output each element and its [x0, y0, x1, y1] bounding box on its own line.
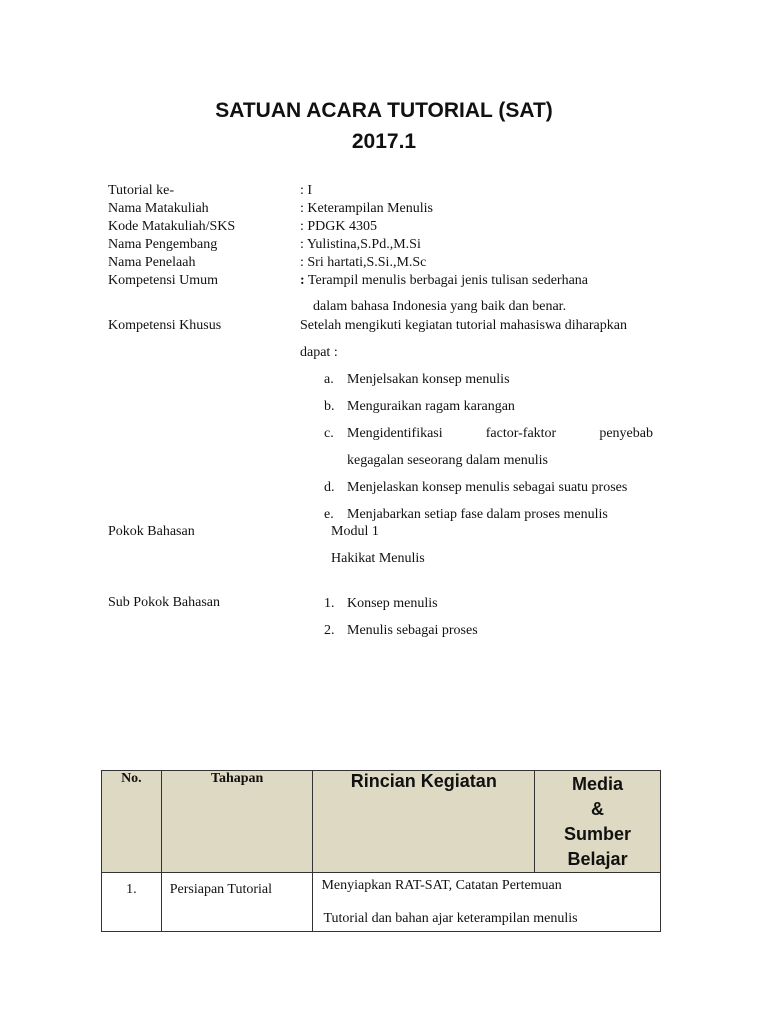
kompetensi-khusus-intro2: dapat :	[300, 345, 338, 360]
cell-tahapan-text: Persiapan Tutorial	[169, 882, 273, 897]
kompetensi-umum-line2: dalam bahasa Indonesia yang baik dan benar.	[313, 299, 567, 314]
list-item-b: Menguraikan ragam karangan	[347, 399, 515, 414]
header-no: No.	[102, 771, 162, 873]
info-value-penelaah: : Sri hartati,S.Si.,M.Sc	[300, 255, 427, 270]
list-item-c	[347, 425, 653, 442]
kompetensi-khusus-intro1: Setelah mengikuti kegiatan tutorial mahasiswa diharapkan	[300, 318, 627, 333]
header-media	[535, 771, 661, 873]
list-item-c-cont: kegagalan seseorang dalam menulis	[347, 453, 548, 468]
list-item-c-word2: factor-faktor	[485, 426, 557, 441]
activity-table	[101, 770, 661, 932]
header-media-line2: &	[591, 798, 605, 819]
info-label-penelaah: Nama Penelaah	[108, 255, 196, 270]
sub-pokok-marker-2: 2.	[324, 623, 335, 638]
list-marker-d: d.	[324, 480, 335, 495]
list-item-a: Menjelsakan konsep menulis	[347, 372, 510, 387]
sub-pokok-item-1: Konsep menulis	[347, 596, 438, 611]
list-item-d: Menjelaskan konsep menulis sebagai suatu proses	[347, 480, 628, 495]
list-marker-a: a.	[324, 372, 334, 387]
header-tahapan: Tahapan	[161, 771, 313, 873]
sub-pokok-label: Sub Pokok Bahasan	[108, 595, 220, 610]
table-header-row	[102, 771, 661, 873]
kompetensi-umum-colon: :	[300, 273, 305, 288]
cell-tahapan	[161, 873, 313, 932]
header-media-line1: Media	[572, 773, 624, 794]
info-label-tutorial: Tutorial ke-	[108, 183, 174, 198]
header-media-line4: Belajar	[567, 848, 628, 869]
info-value-tutorial: : I	[300, 183, 313, 198]
sub-pokok-marker-1: 1.	[324, 596, 335, 611]
list-marker-b: b.	[324, 399, 335, 414]
list-marker-c: c.	[324, 426, 334, 441]
header-rincian: Rincian Kegiatan	[313, 771, 535, 873]
info-label-pengembang: Nama Pengembang	[108, 237, 218, 252]
info-value-kode: : PDGK 4305	[300, 219, 378, 234]
cell-no-text: 1.	[126, 882, 137, 897]
cell-rincian	[313, 873, 661, 932]
kompetensi-khusus-label: Kompetensi Khusus	[108, 318, 222, 333]
info-value-matakuliah: : Keterampilan Menulis	[300, 201, 433, 216]
info-label-matakuliah: Nama Matakuliah	[108, 201, 209, 216]
pokok-bahasan-judul: Hakikat Menulis	[331, 551, 425, 566]
header-media-line3: Sumber	[564, 823, 632, 844]
pokok-bahasan-label: Pokok Bahasan	[108, 524, 195, 539]
pokok-bahasan-modul: Modul 1	[331, 524, 379, 539]
document-title: SATUAN ACARA TUTORIAL (SAT)	[215, 99, 553, 122]
kompetensi-umum-label: Kompetensi Umum	[108, 273, 219, 288]
info-value-pengembang: : Yulistina,S.Pd.,M.Si	[300, 237, 421, 252]
list-item-e: Menjabarkan setiap fase dalam proses menulis	[347, 507, 608, 522]
info-label-kode: Kode Matakuliah/SKS	[108, 219, 236, 234]
document-year: 2017.1	[351, 130, 417, 153]
sub-pokok-item-2: Menulis sebagai proses	[347, 623, 478, 638]
list-item-c-word1: Mengidentifikasi	[347, 426, 443, 441]
list-item-c-word3: penyebab	[599, 426, 653, 441]
cell-rincian-line2: Tutorial dan bahan ajar keterampilan menulis	[323, 911, 578, 926]
cell-rincian-line1: Menyiapkan RAT-SAT, Catatan Pertemuan	[321, 878, 562, 893]
kompetensi-umum-value	[300, 272, 588, 289]
cell-no	[102, 873, 162, 932]
table-row	[102, 873, 661, 932]
kompetensi-umum-line1: Terampil menulis berbagai jenis tulisan sederhana	[307, 273, 589, 288]
list-marker-e: e.	[324, 507, 334, 522]
